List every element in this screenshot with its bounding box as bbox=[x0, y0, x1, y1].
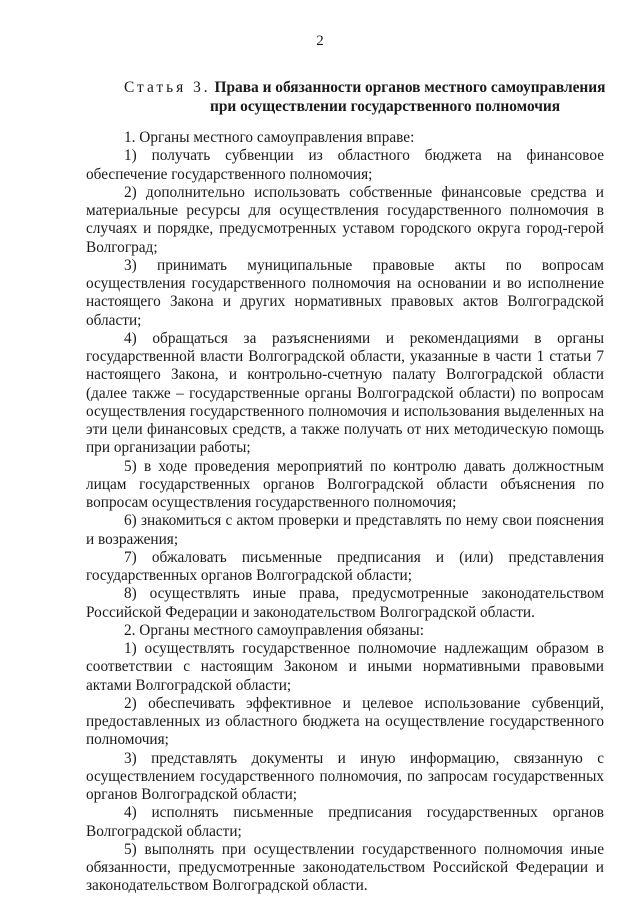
paragraph: 3) представлять документы и иную информацию, связанную с осуществлением государственного полномочия, по запросам государственных органов Волгоградской области; bbox=[86, 749, 604, 803]
article-body bbox=[86, 129, 604, 896]
paragraph: 1) получать субвенции из областного бюджета на финансовое обеспечение государственного полномочия; bbox=[86, 147, 604, 183]
paragraph: 4) обращаться за разъяснениями и рекомендациями в органы государственной власти Волгоградской области, указанные в части 1 статьи 7 настоящего Закона, и контрольно-счетную палату Волгоградской области (далее также – государственные органы Волгоградской области) по вопросам осуществления государственного полномочия и использования выделенных на эти цели финансовых средств, а также получать от них методическую помощь при организации работы; bbox=[86, 329, 604, 457]
article-title-line1: Права и обязанности органов местного самоуправления bbox=[214, 79, 606, 96]
paragraph: 2) дополнительно использовать собственные финансовые средства и материальные ресурсы для осуществления государственного полномочия в случаях и порядке, предусмотренных уставом городского округа город-герой Волгоград; bbox=[86, 183, 604, 256]
paragraph: 5) в ходе проведения мероприятий по контролю давать должностным лицам государственных органов Волгоградской области объяснения по вопросам осуществления государственного полномочия; bbox=[86, 457, 604, 511]
paragraph: 3) принимать муниципальные правовые акты по вопросам осуществления государственного полномочия на основании и во исполнение настоящего Закона и других нормативных правовых актов Волгоградской области; bbox=[86, 256, 604, 329]
paragraph: 4) исполнять письменные предписания государственных органов Волгоградской области; bbox=[86, 804, 604, 840]
paragraph: 2) обеспечивать эффективное и целевое использование субвенций, предоставленных из областного бюджета на осуществление государственного полномочия; bbox=[86, 694, 604, 749]
paragraph: 6) знакомиться с актом проверки и представлять по нему свои пояснения и возражения; bbox=[86, 512, 604, 548]
paragraph: 1. Органы местного самоуправления вправе: bbox=[124, 129, 415, 146]
article-title-line2: при осуществлении государственного полномочия bbox=[210, 98, 561, 115]
paragraph: 2. Органы местного самоуправления обязаны: bbox=[124, 621, 424, 639]
paragraph: 5) выполнять при осуществлении государственного полномочия иные обязанности, предусмотренные законодательством Российской Федерации и законодательством Волгоградской области. bbox=[86, 840, 604, 895]
paragraph: 1) осуществлять государственное полномочие надлежащим образом в соответствии с настоящим Законом и иными нормативными правовыми актами Волгоградской области; bbox=[86, 640, 604, 694]
paragraph: 7) обжаловать письменные предписания и (или) представления государственных органов Волгоградской области; bbox=[86, 548, 604, 584]
article-heading bbox=[124, 78, 606, 116]
article-label: Статья 3. bbox=[124, 79, 211, 96]
paragraph: 8) осуществлять иные права, предусмотренные законодательством Российской Федерации и законодательством Волгоградской области. bbox=[86, 585, 604, 621]
page-number: 2 bbox=[316, 33, 324, 49]
